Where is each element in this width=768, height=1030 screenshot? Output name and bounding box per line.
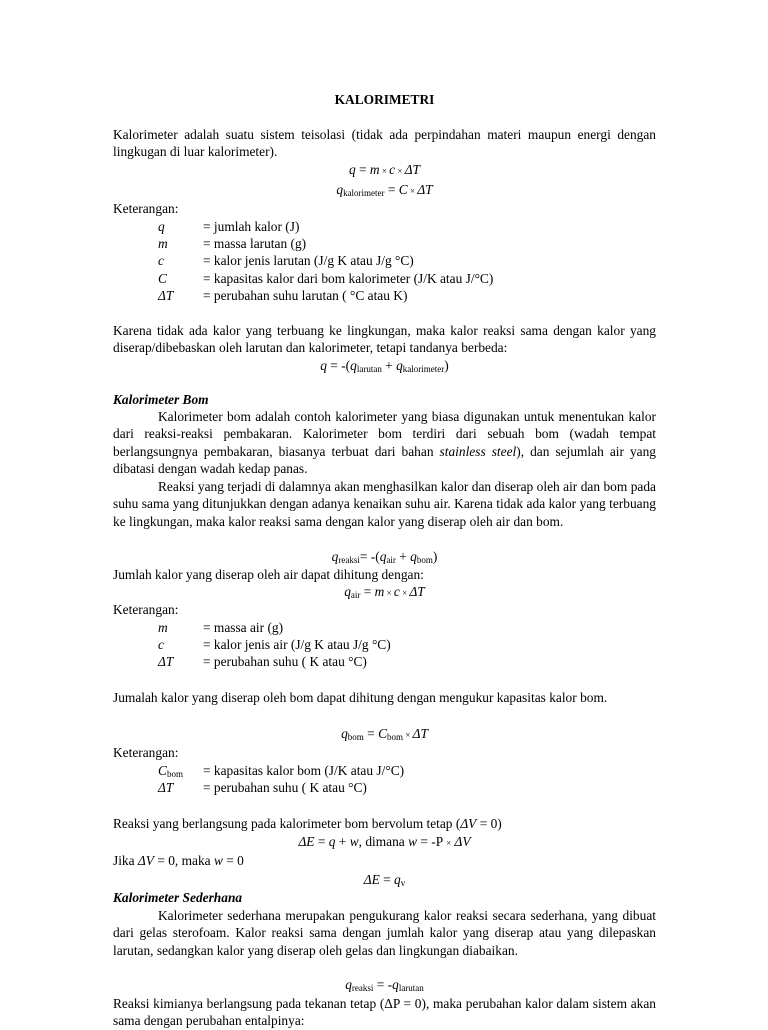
equation-energy-qv: $\Delta E = q_v$	[363, 872, 406, 888]
paragraph-bomb-reaction: Reaksi yang terjadi di dalamnya akan menghasilkan kalor dan diserap oleh air dan bom pada suhu sama yang ditunjukkan dengan adanya kenaikan suhu air. Karena tidak ada kalor yang terbuang ke lingkungan, maka kalor reaksi sama dengan kalor yang diserap oleh air dan bom.	[113, 479, 656, 529]
equation-reaction-heat: $q_{reaksi}= -(q_{air} + q_{bom})$	[331, 549, 438, 565]
paragraph-heat-balance: Karena tidak ada kalor yang terbuang ke lingkungan, maka kalor reaksi sama dengan kalor yang diserap/dibebaskan oleh larutan dan kalorimeter, tetapi tandanya berbeda:	[113, 323, 656, 356]
legend-label-3: Keterangan:	[113, 745, 179, 760]
definition-row: c = kalor jenis larutan (J/g K atau J/g °C)	[158, 253, 414, 269]
definition-row: m = massa larutan (g)	[158, 235, 307, 251]
definition-row: c = kalor jenis air (J/g K atau J/g °C)	[158, 636, 391, 652]
definition-row: ΔT = perubahan suhu ( K atau °C)	[158, 654, 367, 670]
paragraph-bomb-intro: Kalorimeter bom adalah contoh kalorimeter yang biasa digunakan untuk menentukan kalor dari reaksi-reaksi pembakaran. Kalorimeter bom terdiri dari sebuah bom (wadah tempat berlangsungnya pembakaran, biasanya terbuat dari bahan stainless steel), dan sejumlah air yang dibatasi dengan wadah kedap panas.	[113, 409, 657, 477]
definition-row: $C_{bom}$ = kapasitas kalor bom (J/K atau J/°C)	[158, 763, 405, 779]
equation-simple-reaction-heat: $q_{reaksi} = -q_{larutan}$	[345, 977, 424, 993]
intro-paragraph: Kalorimeter adalah suatu sistem teisolasi (tidak ada perpindahan materi maupun energi dengan lingkugan di luar kalorimeter).	[113, 127, 656, 160]
equation-heat: q = m × c × ΔT	[348, 162, 421, 177]
definition-row: m = massa air (g)	[158, 619, 284, 635]
paragraph-simple-calorimeter: Kalorimeter sederhana merupakan pengukurang kalor reaksi secara sederhana, yang dibuat dari gelas sterofoam. Kalor reaksi sama dengan jumlah kalor yang diserap atau yang dilepaskan larutan, sedangkan kalor yang diserap oleh gelas dan lingkungan diabaikan.	[113, 908, 656, 958]
equation-bomb-heat: $q_{bom} = C_{bom} \times \Delta T$	[341, 726, 428, 742]
definition-list-1	[158, 218, 493, 305]
definition-list-2	[158, 619, 391, 671]
line-constant-volume: Reaksi yang berlangsung pada kalorimeter bom bervolum tetap (ΔV = 0)	[113, 816, 502, 831]
definition-row: C = kapasitas kalor dari bom kalorimeter (J/K atau J/°C)	[158, 270, 494, 286]
legend-label-1: Keterangan:	[113, 201, 179, 216]
legend-label-2: Keterangan:	[113, 602, 179, 617]
section-heading-simple: Kalorimeter Sederhana	[113, 890, 243, 905]
definition-row: q = jumlah kalor (J)	[158, 218, 300, 234]
equation-internal-energy: ΔE = q + w, dimana w = -P × ΔV	[298, 834, 471, 849]
equation-water-heat: $q_{air} = m \times c \times \Delta T$	[344, 584, 425, 600]
paragraph-bomb-heat: Jumalah kalor yang diserap oleh bom dapat dihitung dengan mengukur kapasitas kalor bom.	[113, 690, 608, 705]
definition-row: ΔT = perubahan suhu ( K atau °C)	[158, 780, 367, 796]
page-title: KALORIMETRI	[334, 92, 435, 107]
equation-heat-balance: $q = -(q_{larutan} + q_{kalorimeter})$	[320, 358, 449, 374]
definition-list-3	[158, 762, 404, 797]
section-heading-bomb: Kalorimeter Bom	[113, 392, 209, 407]
line-water-heat: Jumlah kalor yang diserap oleh air dapat dihitung dengan:	[113, 567, 424, 582]
equation-calorimeter-heat: $q_{kalorimeter} = C \times \Delta T$	[336, 182, 433, 198]
paragraph-constant-pressure: Reaksi kimianya berlangsung pada tekanan tetap (ΔP = 0), maka perubahan kalor dalam sistem akan sama dengan perubahan entalpinya:	[113, 996, 656, 1029]
line-if-zero-volume: Jika ΔV = 0, maka w = 0	[113, 853, 244, 868]
definition-row: ΔT = perubahan suhu larutan ( °C atau K)	[158, 288, 408, 304]
